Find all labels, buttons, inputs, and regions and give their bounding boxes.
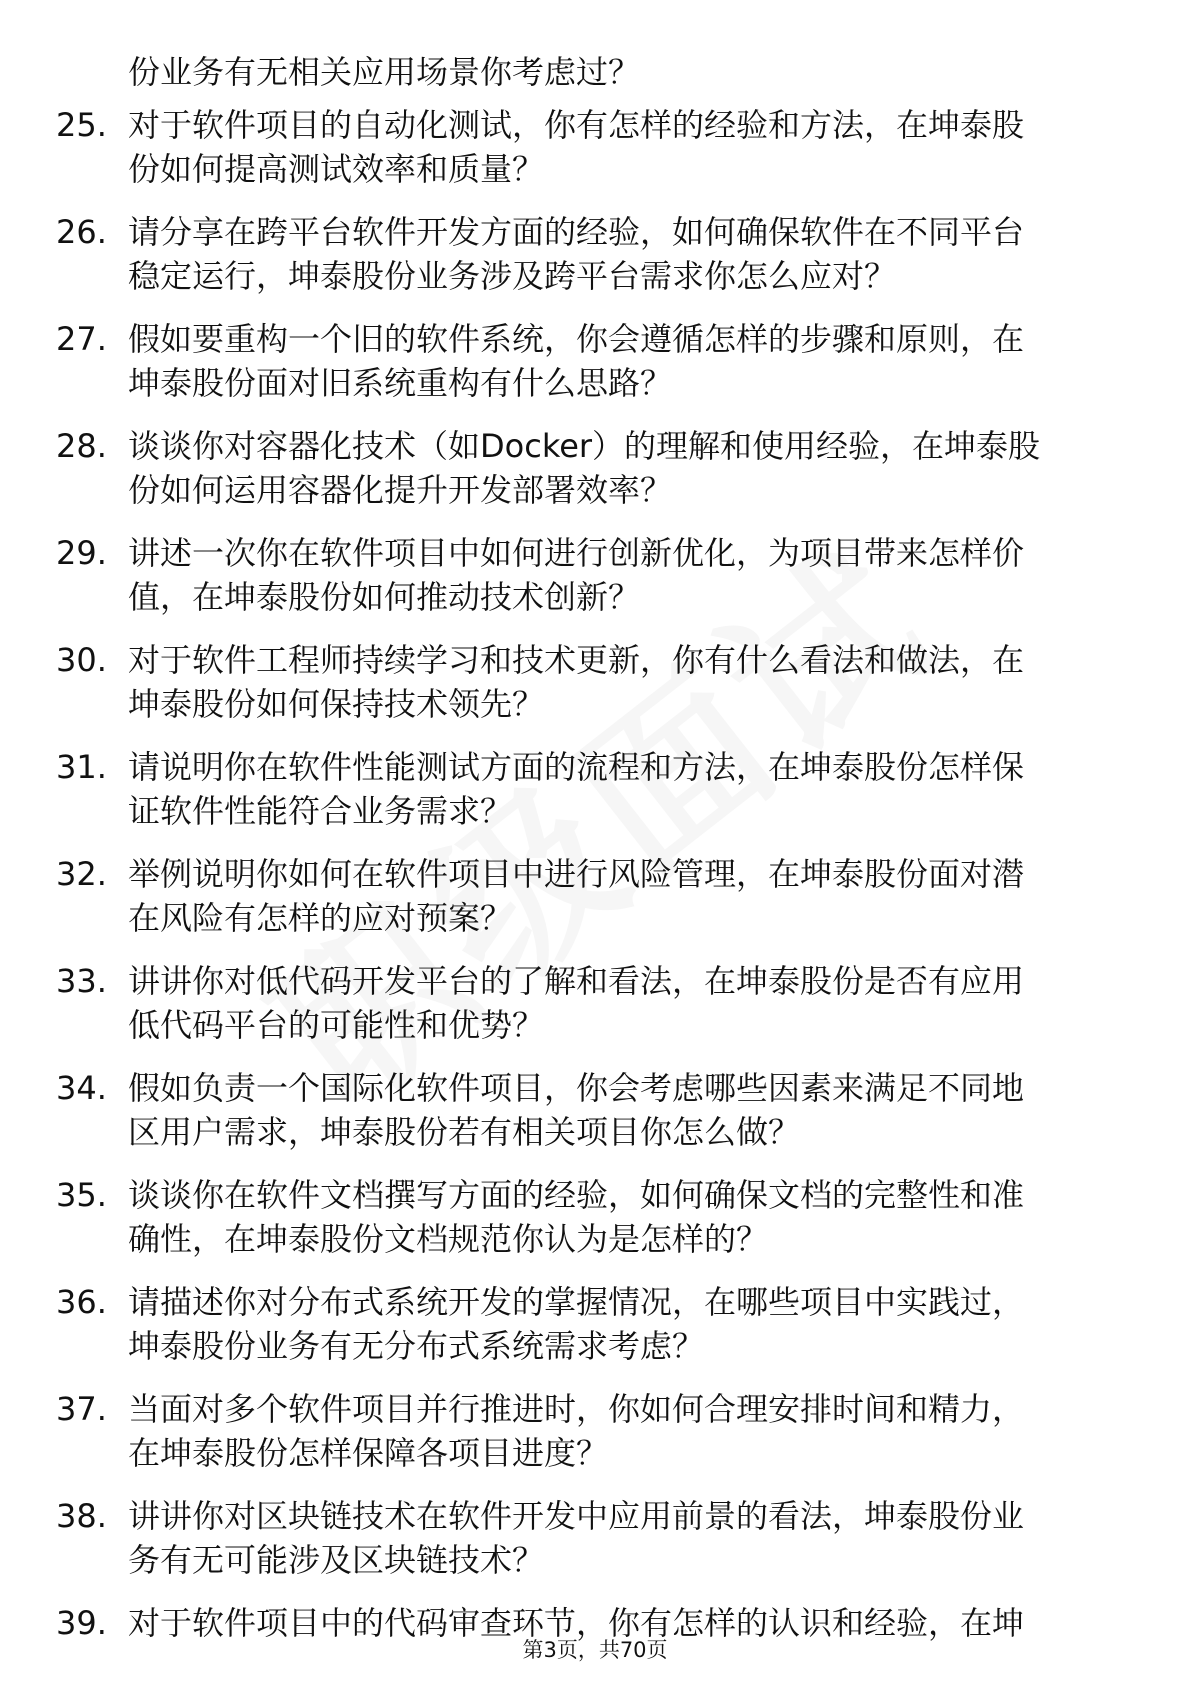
question-text-line: 区用户需求，坤泰股份若有相关项目你怎么做？ — [128, 1113, 801, 1151]
question-text-line: 在坤泰股份怎样保障各项目进度？ — [128, 1434, 609, 1472]
question-item — [0, 959, 1190, 1066]
question-text-line: 对于软件项目的自动化测试，你有怎样的经验和方法，在坤泰股 — [128, 106, 1025, 144]
question-item — [0, 745, 1190, 852]
question-text-line: 假如负责一个国际化软件项目，你会考虑哪些因素来满足不同地 — [128, 1069, 1025, 1107]
question-text — [128, 852, 1024, 940]
question-text-line: 份如何运用容器化提升开发部署效率？ — [128, 471, 673, 509]
question-item — [0, 1387, 1190, 1494]
question-text-line: 讲讲你对低代码开发平台的了解和看法，在坤泰股份是否有应用 — [128, 962, 1025, 1000]
question-text-line: 谈谈你在软件文档撰写方面的经验，如何确保文档的完整性和准 — [128, 1176, 1025, 1214]
question-item — [0, 852, 1190, 959]
question-number: 36. — [56, 1283, 107, 1321]
question-list — [0, 103, 1190, 1708]
question-number: 31. — [56, 748, 107, 786]
question-number: 26. — [56, 213, 107, 251]
question-item — [0, 424, 1190, 531]
question-number: 27. — [56, 320, 107, 358]
question-text — [128, 1280, 1024, 1368]
question-text-line: 稳定运行，坤泰股份业务涉及跨平台需求你怎么应对？ — [128, 257, 897, 295]
question-text — [128, 1494, 1024, 1582]
question-number: 28. — [56, 427, 107, 465]
question-number: 25. — [56, 106, 107, 144]
question-text-line: 请分享在跨平台软件开发方面的经验，如何确保软件在不同平台 — [128, 213, 1025, 251]
question-text-line: 确性，在坤泰股份文档规范你认为是怎样的？ — [128, 1220, 769, 1258]
question-number: 29. — [56, 534, 107, 572]
question-number: 39. — [56, 1604, 107, 1642]
question-item — [0, 638, 1190, 745]
question-item — [0, 103, 1190, 210]
question-text — [128, 317, 1024, 405]
question-text-line: 坤泰股份如何保持技术领先？ — [128, 685, 545, 723]
question-text — [128, 1173, 1024, 1261]
question-number: 38. — [56, 1497, 107, 1535]
question-item — [0, 1280, 1190, 1387]
question-text-line: 举例说明你如何在软件项目中进行风险管理，在坤泰股份面对潜 — [128, 855, 1025, 893]
question-text-line: 务有无可能涉及区块链技术？ — [128, 1541, 545, 1579]
question-number: 35. — [56, 1176, 107, 1214]
question-text — [128, 959, 1024, 1047]
question-item — [0, 1494, 1190, 1601]
question-text-line: 对于软件工程师持续学习和技术更新，你有什么看法和做法，在 — [128, 641, 1025, 679]
question-text-line: 坤泰股份业务有无分布式系统需求考虑？ — [128, 1327, 705, 1365]
continued-question-text: 份业务有无相关应用场景你考虑过？ — [128, 53, 641, 91]
question-text-line: 假如要重构一个旧的软件系统，你会遵循怎样的步骤和原则，在 — [128, 320, 1025, 358]
question-text-line: 在风险有怎样的应对预案？ — [128, 899, 513, 937]
question-text-line: 证软件性能符合业务需求？ — [128, 792, 513, 830]
question-text-line: 讲述一次你在软件项目中如何进行创新优化，为项目带来怎样价 — [128, 534, 1025, 572]
question-text-line: 坤泰股份面对旧系统重构有什么思路？ — [128, 364, 673, 402]
question-item — [0, 531, 1190, 638]
question-number: 30. — [56, 641, 107, 679]
question-text — [128, 531, 1024, 619]
question-text — [128, 745, 1024, 833]
question-text — [128, 210, 1024, 298]
question-item — [0, 1066, 1190, 1173]
question-item — [0, 317, 1190, 424]
question-text — [128, 638, 1024, 726]
question-text-line: 值，在坤泰股份如何推动技术创新？ — [128, 578, 641, 616]
question-text-line: 当面对多个软件项目并行推进时，你如何合理安排时间和精力， — [128, 1390, 1025, 1428]
question-text-line: 谈谈你对容器化技术（如Docker）的理解和使用经验，在坤泰股 — [128, 427, 1041, 465]
question-number: 33. — [56, 962, 107, 1000]
question-text — [128, 103, 1024, 191]
question-text — [128, 1387, 1024, 1475]
question-text-line: 低代码平台的可能性和优势？ — [128, 1006, 545, 1044]
page-footer: 第3页，共70页 — [522, 1638, 668, 1662]
question-text-line: 份如何提高测试效率和质量？ — [128, 150, 545, 188]
question-number: 32. — [56, 855, 107, 893]
question-text-line: 请说明你在软件性能测试方面的流程和方法，在坤泰股份怎样保 — [128, 748, 1025, 786]
question-number: 37. — [56, 1390, 107, 1428]
question-text-line: 讲讲你对区块链技术在软件开发中应用前景的看法，坤泰股份业 — [128, 1497, 1025, 1535]
question-text — [128, 1066, 1024, 1154]
question-item — [0, 210, 1190, 317]
question-number: 34. — [56, 1069, 107, 1107]
question-text — [128, 424, 1040, 512]
question-text-line: 对于软件项目中的代码审查环节，你有怎样的认识和经验，在坤 — [128, 1604, 1025, 1642]
question-text-line: 请描述你对分布式系统开发的掌握情况，在哪些项目中实践过， — [128, 1283, 1025, 1321]
question-item — [0, 1173, 1190, 1280]
